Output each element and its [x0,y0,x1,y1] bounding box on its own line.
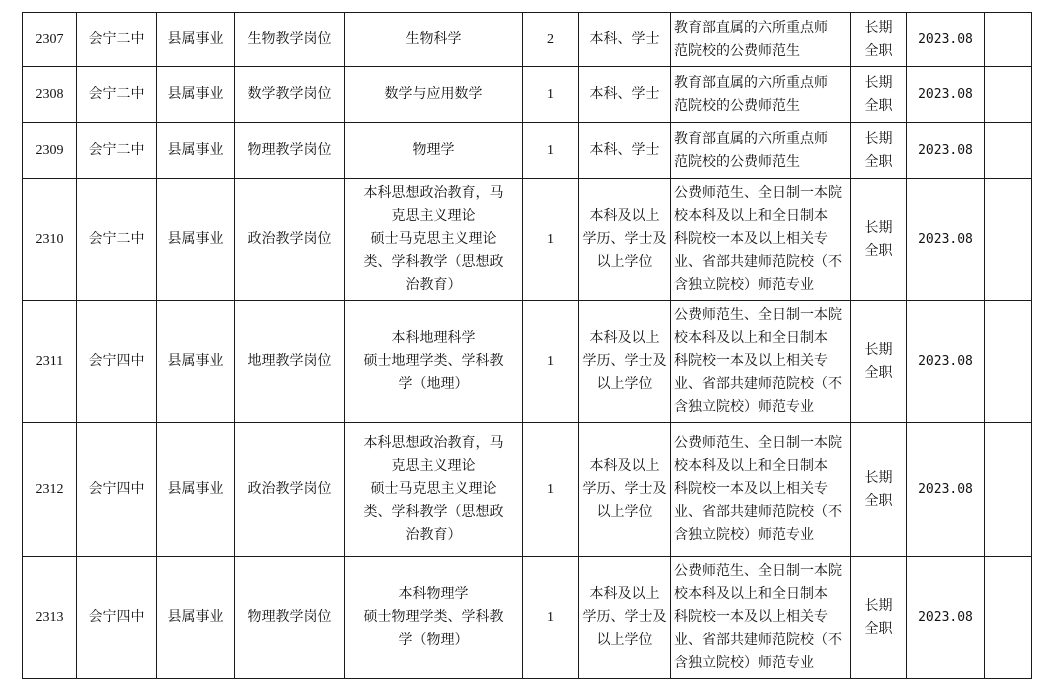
term-line: 长期 [864,130,893,147]
majors-line: 生物科学 [405,31,462,47]
unit-type-cell: 县属事业 [157,301,235,423]
job-table-sheet [22,12,1032,679]
education-cell [579,423,671,557]
unit-type-cell: 县属事业 [157,423,235,557]
majors-cell [345,179,523,301]
requirements-cell [671,179,851,301]
table-row [23,557,1032,679]
majors-line: 本科物理学 [398,586,469,602]
requirements-cell [671,67,851,123]
requirements-cell [671,13,851,67]
unit-type-cell: 县属事业 [157,123,235,179]
requirements-line: 含独立院校）师范专业 [674,655,814,671]
education-cell [579,179,671,301]
education-line: 以上学位 [596,504,653,520]
note-cell [985,301,1032,423]
term-line: 全职 [864,242,893,259]
headcount-cell: 1 [523,179,579,301]
requirements-line: 业、省部共建师范院校（不 [674,504,842,520]
majors-line: 本科地理科学 [391,330,476,346]
education-line: 以上学位 [596,376,653,392]
requirements-cell [671,123,851,179]
term-line: 全职 [864,97,893,114]
term-line: 长期 [864,469,893,486]
table-row [23,179,1032,301]
date-cell: 2023.08 [907,301,985,423]
requirements-line: 科院校一本及以上相关专 [674,231,828,247]
education-line: 以上学位 [596,632,653,648]
note-cell [985,67,1032,123]
date-cell: 2023.08 [907,423,985,557]
position-name-cell: 生物教学岗位 [235,13,345,67]
term-line: 全职 [864,492,893,509]
education-line: 学历、学士及 [582,231,667,247]
requirements-line: 公费师范生、全日制一本院 [674,307,842,323]
table-row [23,423,1032,557]
education-line: 以上学位 [596,254,653,270]
position-code-cell: 2311 [23,301,77,423]
requirements-line: 教育部直属的六所重点师 [674,19,828,36]
majors-line: 本科思想政治教育，马 [363,435,504,451]
majors-cell [345,67,523,123]
date-cell: 2023.08 [907,13,985,67]
unit-type-cell: 县属事业 [157,557,235,679]
note-cell [985,423,1032,557]
term-cell [851,423,907,557]
majors-line: 物理学 [412,142,455,158]
term-line: 全职 [864,364,893,381]
date-cell: 2023.08 [907,557,985,679]
majors-line: 学（地理） [398,376,469,392]
majors-cell [345,13,523,67]
requirements-line: 公费师范生、全日制一本院 [674,563,842,579]
position-code-cell: 2307 [23,13,77,67]
term-line: 长期 [864,74,893,91]
school-cell: 会宁四中 [77,557,157,679]
majors-line: 类、学科教学（思想政 [363,504,504,520]
headcount-cell: 1 [523,123,579,179]
headcount-cell: 1 [523,557,579,679]
education-line: 学历、学士及 [582,481,667,497]
requirements-line: 业、省部共建师范院校（不 [674,254,842,270]
education-line: 学历、学士及 [582,609,667,625]
position-code-cell: 2312 [23,423,77,557]
table-row [23,301,1032,423]
education-cell [579,13,671,67]
note-cell [985,123,1032,179]
term-cell [851,179,907,301]
majors-line: 硕士马克思主义理论 [370,481,497,497]
requirements-line: 业、省部共建师范院校（不 [674,632,842,648]
term-cell [851,123,907,179]
education-line: 本科、学士 [589,31,660,47]
requirements-line: 校本科及以上和全日制本 [674,330,828,346]
education-line: 学历、学士及 [582,353,667,369]
requirements-line: 校本科及以上和全日制本 [674,458,828,474]
position-name-cell: 物理教学岗位 [235,123,345,179]
requirements-line: 教育部直属的六所重点师 [674,74,828,91]
requirements-cell [671,301,851,423]
position-name-cell: 政治教学岗位 [235,423,345,557]
education-cell [579,557,671,679]
requirements-line: 含独立院校）师范专业 [674,399,814,415]
requirements-line: 教育部直属的六所重点师 [674,130,828,147]
education-line: 本科及以上 [589,208,660,224]
requirements-line: 含独立院校）师范专业 [674,527,814,543]
term-line: 长期 [864,597,893,614]
position-name-cell: 地理教学岗位 [235,301,345,423]
term-line: 长期 [864,341,893,358]
term-cell [851,557,907,679]
majors-line: 类、学科教学（思想政 [363,254,504,270]
requirements-line: 科院校一本及以上相关专 [674,353,828,369]
majors-cell [345,557,523,679]
majors-line: 克思主义理论 [391,208,476,224]
majors-line: 硕士物理学类、学科教 [363,609,504,625]
majors-line: 治教育） [405,277,462,293]
majors-line: 克思主义理论 [391,458,476,474]
majors-line: 数学与应用数学 [384,86,483,102]
unit-type-cell: 县属事业 [157,67,235,123]
requirements-line: 公费师范生、全日制一本院 [674,185,842,201]
unit-type-cell: 县属事业 [157,179,235,301]
education-cell [579,123,671,179]
school-cell: 会宁二中 [77,123,157,179]
headcount-cell: 1 [523,423,579,557]
note-cell [985,557,1032,679]
note-cell [985,179,1032,301]
requirements-line: 业、省部共建师范院校（不 [674,376,842,392]
requirements-line: 科院校一本及以上相关专 [674,481,828,497]
majors-cell [345,301,523,423]
term-line: 全职 [864,42,893,59]
term-cell [851,67,907,123]
table-row [23,67,1032,123]
date-cell: 2023.08 [907,67,985,123]
position-code-cell: 2310 [23,179,77,301]
note-cell [985,13,1032,67]
unit-type-cell: 县属事业 [157,13,235,67]
education-line: 本科及以上 [589,586,660,602]
requirements-cell [671,557,851,679]
requirements-line: 含独立院校）师范专业 [674,277,814,293]
term-cell [851,301,907,423]
requirements-line: 范院校的公费师范生 [674,97,800,114]
education-cell [579,301,671,423]
requirements-line: 科院校一本及以上相关专 [674,609,828,625]
term-line: 全职 [864,620,893,637]
school-cell: 会宁二中 [77,179,157,301]
term-line: 全职 [864,153,893,170]
requirements-cell [671,423,851,557]
term-line: 长期 [864,19,893,36]
headcount-cell: 1 [523,301,579,423]
majors-line: 本科思想政治教育，马 [363,185,504,201]
education-cell [579,67,671,123]
table-body [23,13,1032,679]
requirements-line: 公费师范生、全日制一本院 [674,435,842,451]
term-cell [851,13,907,67]
majors-line: 治教育） [405,527,462,543]
education-line: 本科及以上 [589,458,660,474]
school-cell: 会宁四中 [77,301,157,423]
education-line: 本科、学士 [589,142,660,158]
headcount-cell: 1 [523,67,579,123]
majors-line: 硕士马克思主义理论 [370,231,497,247]
school-cell: 会宁二中 [77,13,157,67]
position-name-cell: 物理教学岗位 [235,557,345,679]
requirements-line: 校本科及以上和全日制本 [674,208,828,224]
school-cell: 会宁二中 [77,67,157,123]
majors-cell [345,423,523,557]
position-name-cell: 数学教学岗位 [235,67,345,123]
date-cell: 2023.08 [907,179,985,301]
table-row [23,13,1032,67]
headcount-cell: 2 [523,13,579,67]
requirements-line: 校本科及以上和全日制本 [674,586,828,602]
position-code-cell: 2308 [23,67,77,123]
requirements-line: 范院校的公费师范生 [674,153,800,170]
majors-cell [345,123,523,179]
education-line: 本科及以上 [589,330,660,346]
date-cell: 2023.08 [907,123,985,179]
term-line: 长期 [864,219,893,236]
position-code-cell: 2309 [23,123,77,179]
position-code-cell: 2313 [23,557,77,679]
majors-line: 学（物理） [398,632,469,648]
table-row [23,123,1032,179]
job-positions-table [22,12,1032,679]
education-line: 本科、学士 [589,86,660,102]
requirements-line: 范院校的公费师范生 [674,42,800,59]
majors-line: 硕士地理学类、学科教 [363,353,504,369]
school-cell: 会宁四中 [77,423,157,557]
position-name-cell: 政治教学岗位 [235,179,345,301]
